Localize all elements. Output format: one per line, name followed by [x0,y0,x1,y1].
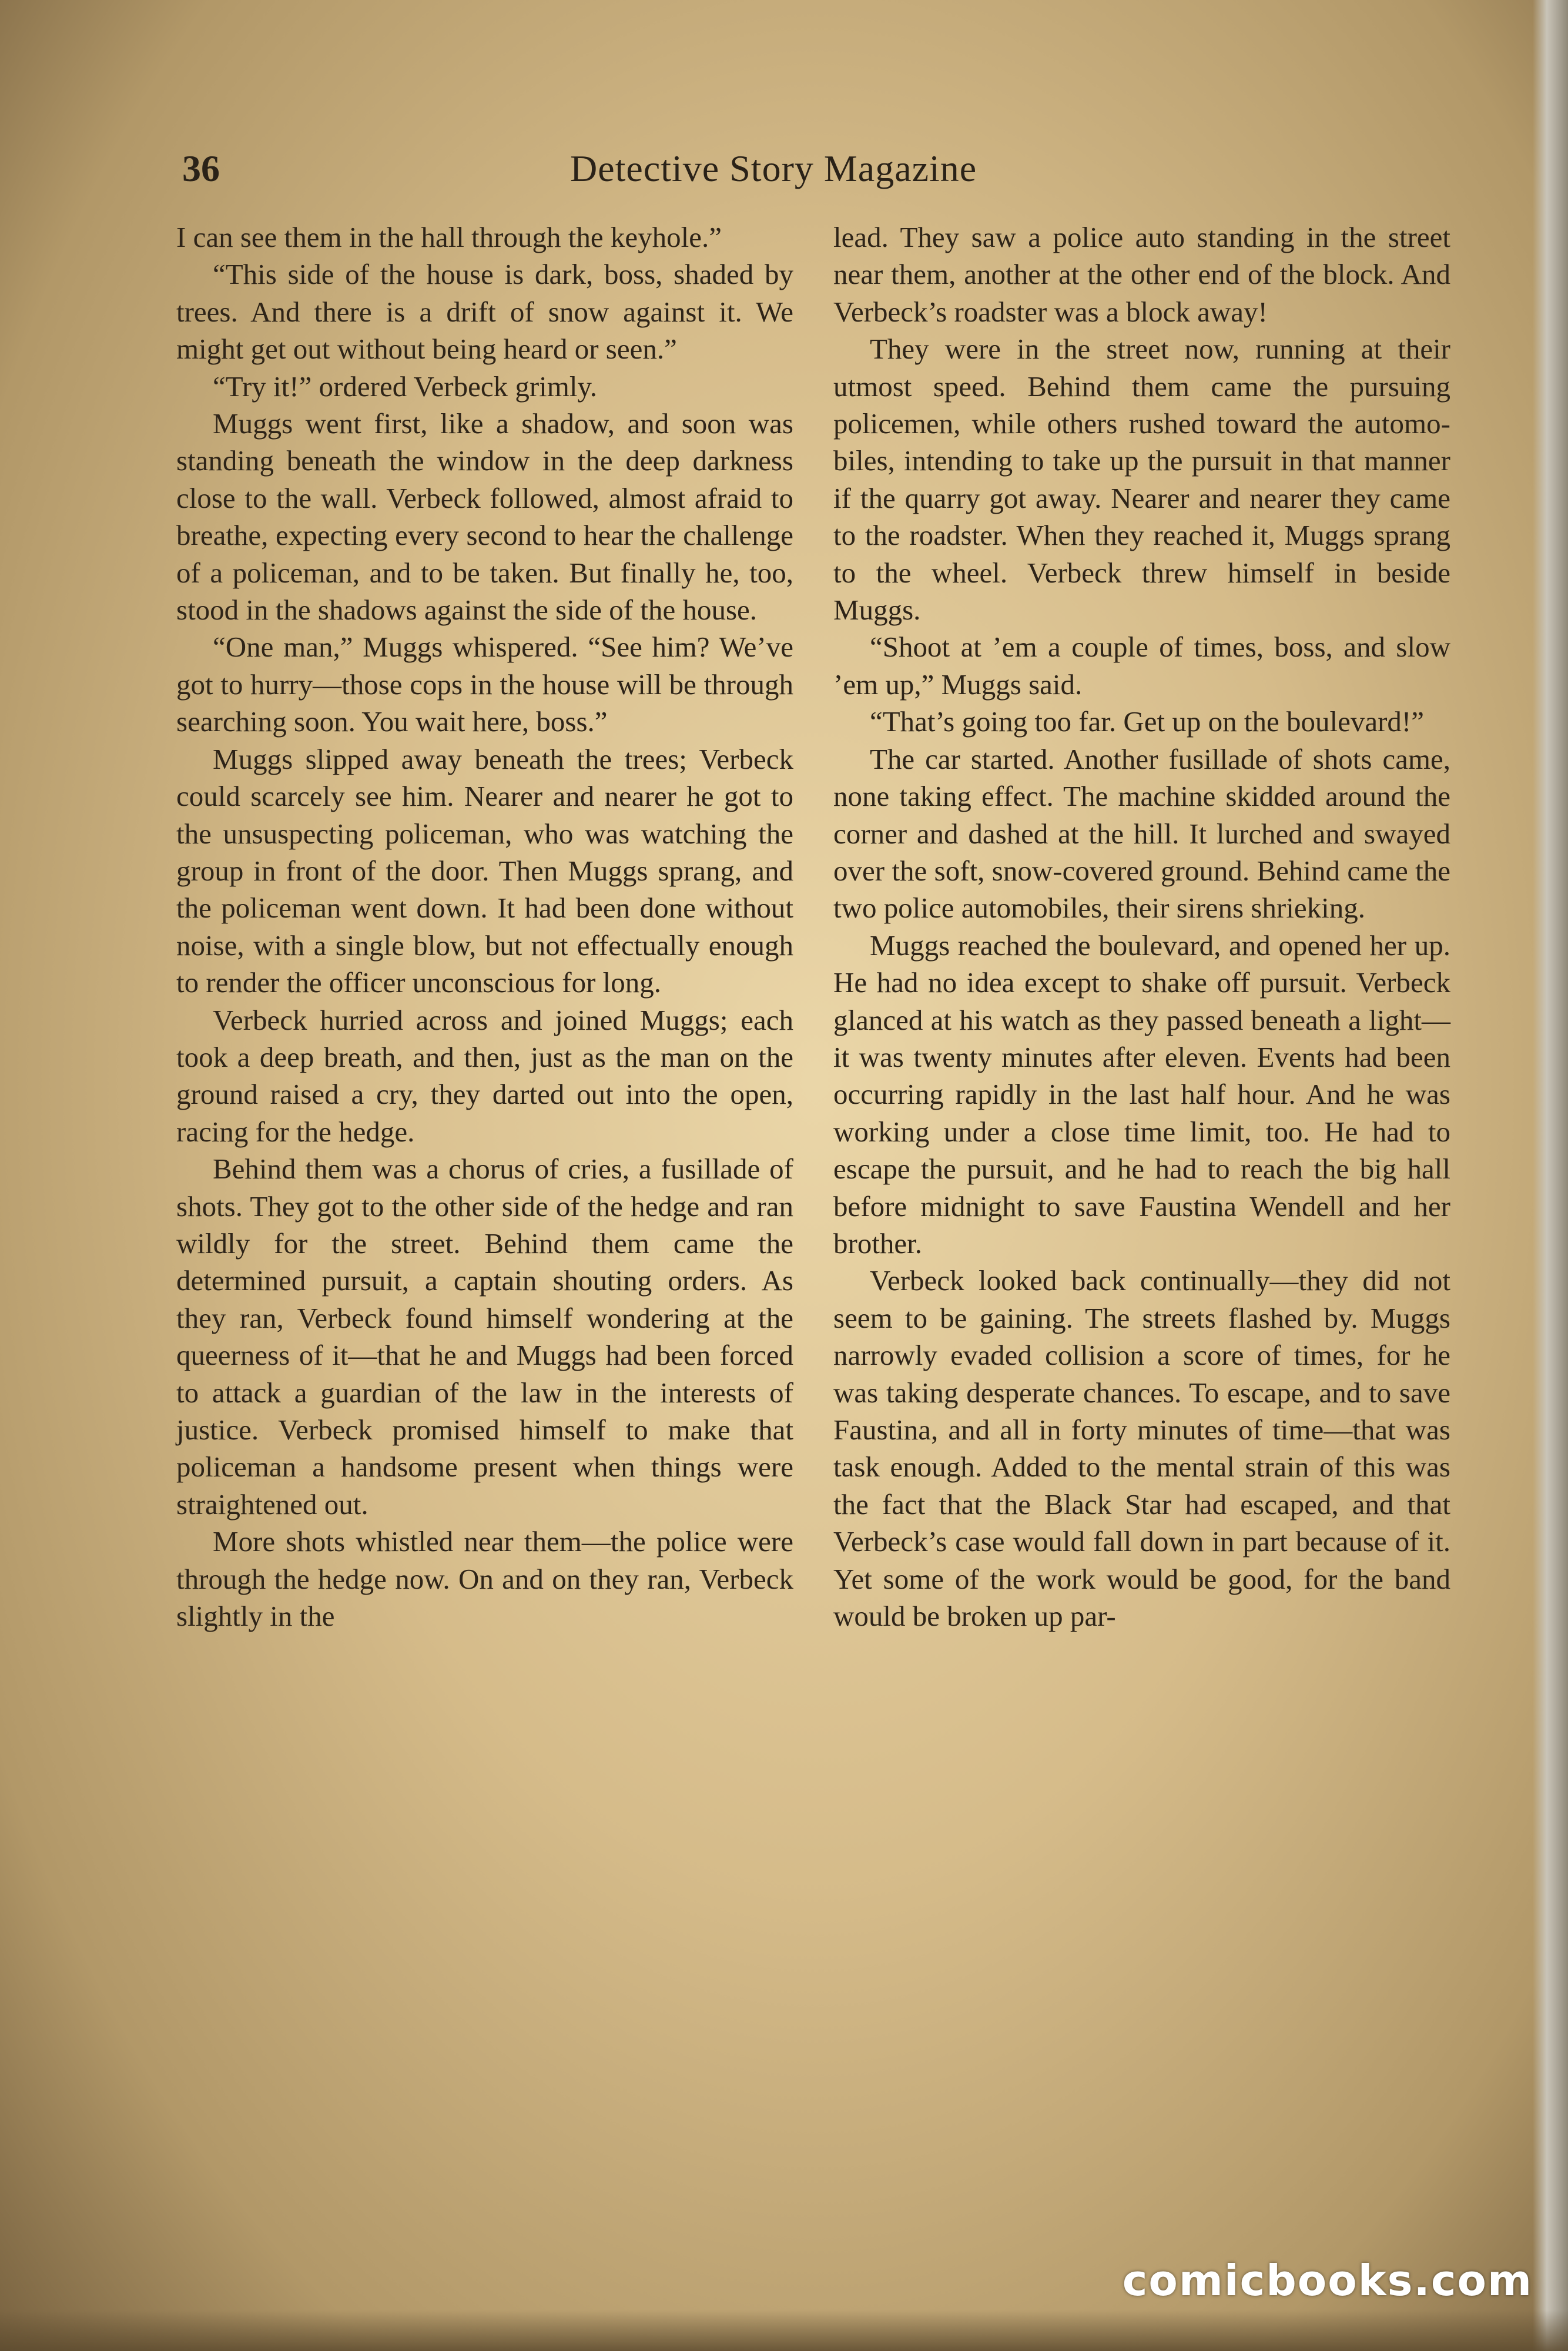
paragraph: lead. They saw a police auto standing in the street near them, another at the other end of the block. And Verbeck’s roadster was a block away! [833,221,1450,328]
paragraph: More shots whistled near them—the police were through the hedge now. On and on they ran, Verbeck slightly in the [176,1525,793,1633]
page-edge [1533,0,1568,2351]
paragraph: Muggs went first, like a shadow, and soon was standing beneath the window in the deep darkness close to the wall. Verbeck followed, almost afraid to breathe, expecting every second to hear the challenge of a policeman, and to be taken. But finally he, too, stood in the shadows against the side of the house. [176,407,793,627]
paragraph: “Try it!” ordered Verbeck grimly. [213,370,598,403]
paragraph: The car started. Another fusillade of shots came, none taking effect. The machine skidded around the corner and dashed at the hill. It lurched and swayed over the soft, snow-covered ground. Behind came the two police automobiles, their sirens shrieking. [833,742,1450,925]
paragraph: Muggs reached the boulevard, and opened her up. He had no idea except to shake off pursuit. Verbeck glanced at his watch as they passed beneath a light—it was twenty minutes after eleven. Events had been occurring rapidly in the last half hour. And he was working under a close time limit, too. He had to escape the pursuit, and he had to reach the big hall before midnight to save Faustina Wendell and her brother. [833,929,1450,1260]
paragraph: They were in the street now, running at their utmost speed. Behind them came the pursuing policemen, while others rushed toward the automobiles, intending to take up the pursuit in that manner if the quarry got away. Nearer and nearer they came to the roadster. When they reached it, Muggs sprang to the wheel. Verbeck threw himself in beside Muggs. [833,333,1450,627]
paragraph: “That’s going too far. Get up on the boulevard!” [870,705,1424,738]
paragraph: “This side of the house is dark, boss, shaded by trees. And there is a drift of snow against it. We might get out without being heard or seen.” [176,258,793,366]
page-bottom-shadow [0,2310,1568,2351]
paragraph: Behind them was a chorus of cries, a fusillade of shots. They got to the other side of the hedge and ran wildly for the street. Behind them came the determined pursuit, a captain shouting orders. As they ran, Verbeck found himself wondering at the queerness of it—that he and Muggs had been forced to attack a guardian of the law in the interests of justice. Verbeck promised himself to make that policeman a handsome present when things were straightened out. [176,1153,793,1521]
paragraph: “One man,” Muggs whispered. “See him? We’ve got to hurry—those cops in the house will be through searching soon. You wait here, boss.” [176,631,793,738]
site-watermark: comicbooks.com [1122,2256,1533,2305]
paragraph: Verbeck looked back continually—they did not seem to be gaining. The streets flashed by. Muggs narrowly evaded collision a score of times, for he was taking desperate chances. To escape, and to save Faustina, and all in forty minutes of time—that was task enough. Added to the mental strain of this was the fact that the Black Star had escaped, and that Verbeck’s case would fall down in part because of it. Yet some of the work would be good, for the band would be broken up par- [833,1264,1450,1633]
paragraph: I can see them in the hall through the keyhole.” [176,221,722,253]
running-title: Detective Story Magazine [570,148,977,189]
paragraph: Muggs slipped away beneath the trees; Verbeck could scarcely see him. Nearer and nearer he got to the unsuspecting policeman, who was watching the group in front of the door. Then Muggs sprang, and the policeman went down. It had been done without noise, with a single blow, but not effectually enough to render the officer unconscious for long. [176,742,793,999]
left-column [176,219,793,1635]
paragraph: “Shoot at ’em a couple of times, boss, and slow ’em up,” Muggs said. [833,631,1450,701]
page-header [182,147,1463,206]
paragraph: Verbeck hurried across and joined Muggs; each took a deep breath, and then, just as the man on the ground raised a cry, they darted out into the open, racing for the hedge. [176,1003,793,1148]
right-column [833,219,1450,1635]
page-number: 36 [182,148,220,189]
